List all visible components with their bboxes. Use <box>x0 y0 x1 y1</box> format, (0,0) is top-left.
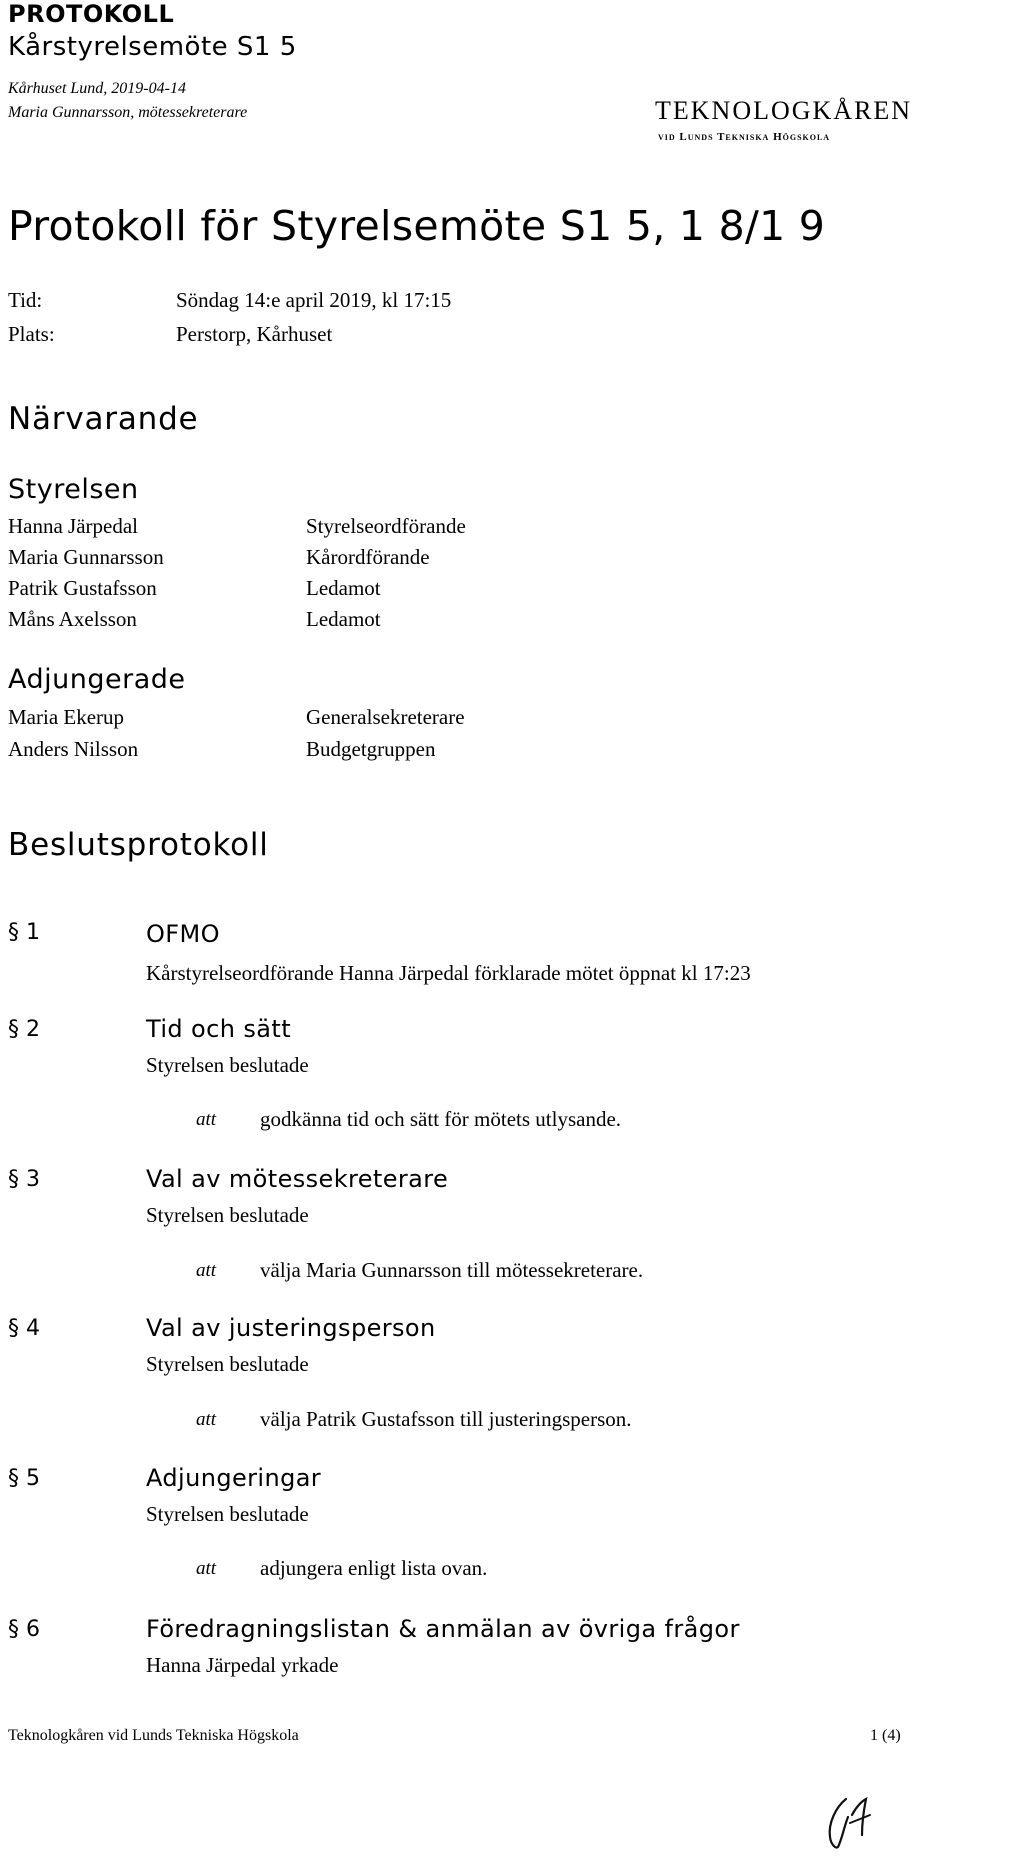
page-number: 1 (4) <box>870 1727 901 1744</box>
place-label: Plats: <box>8 322 55 346</box>
section-text: Styrelsen beslutade <box>146 1053 309 1077</box>
section-number: § 4 <box>8 1316 40 1341</box>
document-subtitle: Kårstyrelsemöte S1 5 <box>8 32 297 62</box>
section-text: Styrelsen beslutade <box>146 1203 309 1227</box>
section-number: § 3 <box>8 1167 40 1192</box>
board-heading: Styrelsen <box>8 474 139 505</box>
adjunct-role: Generalsekreterare <box>306 705 465 729</box>
time-value: Söndag 14:e april 2019, kl 17:15 <box>176 288 452 312</box>
logo-name: TEKNOLOGKÅREN <box>655 96 913 125</box>
document-type: PROTOKOLL <box>8 0 175 28</box>
adjunct-heading: Adjungerade <box>8 664 186 695</box>
attendance-heading: Närvarande <box>8 401 199 437</box>
att-text: välja Patrik Gustafsson till justeringsperson. <box>260 1407 632 1431</box>
signature-initials <box>818 1793 890 1855</box>
section-title: Val av justeringsperson <box>146 1314 436 1342</box>
time-label: Tid: <box>8 288 43 312</box>
board-member-role: Ledamot <box>306 576 381 600</box>
adjunct-role: Budgetgruppen <box>306 737 436 761</box>
section-number: § 6 <box>8 1617 40 1642</box>
board-member-name: Hanna Järpedal <box>8 514 139 538</box>
adjunct-name: Anders Nilsson <box>8 737 139 761</box>
att-label: att <box>196 1558 217 1579</box>
location-date: Kårhuset Lund, 2019-04-14 <box>8 80 186 97</box>
section-number: § 1 <box>8 920 40 945</box>
decisions-heading: Beslutsprotokoll <box>8 827 269 863</box>
footer-organization: Teknologkåren vid Lunds Tekniska Högskola <box>8 1727 299 1744</box>
logo-tagline: vid Lunds Tekniska Högskola <box>658 131 831 143</box>
section-text: Styrelsen beslutade <box>146 1502 309 1526</box>
section-title: OFMO <box>146 920 220 948</box>
att-text: adjungera enligt lista ovan. <box>260 1556 488 1580</box>
att-label: att <box>196 1109 217 1130</box>
section-number: § 5 <box>8 1466 40 1491</box>
board-member-name: Måns Axelsson <box>8 607 137 631</box>
section-title: Tid och sätt <box>146 1015 292 1043</box>
board-member-name: Patrik Gustafsson <box>8 576 157 600</box>
board-member-role: Kårordförande <box>306 545 430 569</box>
place-value: Perstorp, Kårhuset <box>176 322 333 346</box>
adjunct-name: Maria Ekerup <box>8 705 125 729</box>
att-label: att <box>196 1260 217 1281</box>
section-text: Kårstyrelseordförande Hanna Järpedal förklarade mötet öppnat kl 17:23 <box>146 961 751 985</box>
board-member-role: Ledamot <box>306 607 381 631</box>
page-title: Protokoll för Styrelsemöte S1 5, 1 8/1 9 <box>8 202 826 250</box>
section-number: § 2 <box>8 1017 40 1042</box>
att-label: att <box>196 1409 217 1430</box>
board-member-name: Maria Gunnarsson <box>8 545 164 569</box>
att-text: välja Maria Gunnarsson till mötessekreterare. <box>260 1258 644 1282</box>
section-title: Adjungeringar <box>146 1464 322 1492</box>
board-member-role: Styrelseordförande <box>306 514 466 538</box>
section-title: Val av mötessekreterare <box>146 1165 449 1193</box>
section-title: Föredragningslistan & anmälan av övriga frågor <box>146 1615 740 1643</box>
section-text: Styrelsen beslutade <box>146 1352 309 1376</box>
secretary-line: Maria Gunnarsson, mötessekreterare <box>8 104 248 121</box>
att-text: godkänna tid och sätt för mötets utlysande. <box>260 1107 622 1131</box>
section-text: Hanna Järpedal yrkade <box>146 1653 339 1677</box>
